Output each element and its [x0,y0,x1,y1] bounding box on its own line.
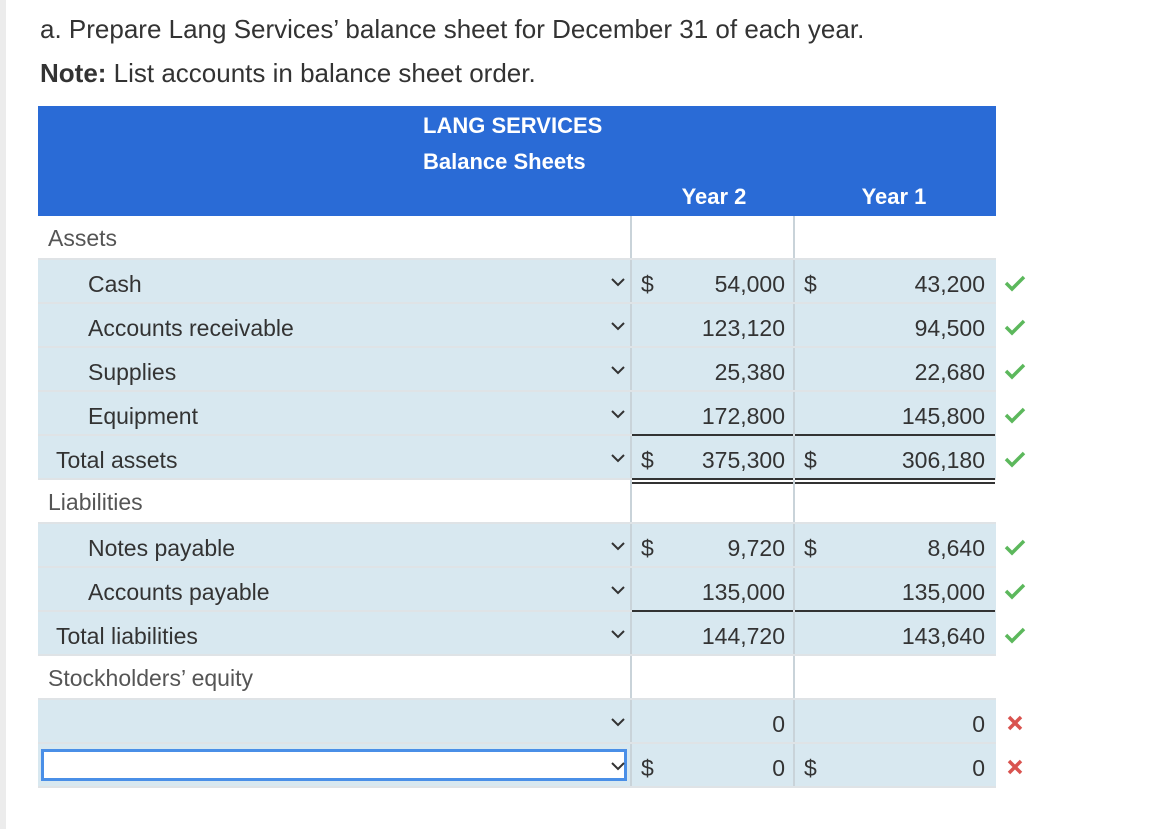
section-label: Liabilities [48,489,143,515]
currency-symbol: $ [641,447,654,473]
table-row-total-assets [38,436,996,480]
question-text: a. Prepare Lang Services’ balance sheet for December 31 of each year. [40,14,865,44]
year2-value[interactable]: 0 [772,755,785,781]
table-row-notes-payable [38,524,996,568]
chevron-down-icon[interactable] [609,713,627,731]
section-assets [38,216,996,260]
currency-symbol: $ [641,271,654,297]
chevron-down-icon[interactable] [609,405,627,423]
chevron-down-icon[interactable] [609,757,627,775]
year1-value[interactable]: 94,500 [914,315,985,341]
currency-symbol: $ [641,755,654,781]
year1-value[interactable]: 306,180 [901,447,985,473]
chevron-down-icon[interactable] [609,625,627,643]
currency-symbol: $ [641,535,654,561]
account-label[interactable]: Notes payable [88,535,236,561]
account-label[interactable]: Total liabilities [56,623,198,649]
chevron-down-icon[interactable] [609,361,627,379]
year1-value[interactable]: 8,640 [927,535,985,561]
column-header-year2: Year 2 [681,184,747,209]
table-row-total-liabilities [38,612,996,656]
account-label[interactable]: Supplies [88,359,177,385]
year1-value[interactable]: 0 [972,711,985,737]
year2-value[interactable]: 144,720 [701,623,785,649]
account-label[interactable]: Accounts receivable [88,315,294,341]
account-label[interactable]: Accounts payable [88,579,270,605]
left-margin-bar [0,0,6,829]
check-icon [1004,626,1026,644]
year2-value[interactable]: 172,800 [701,403,785,429]
chevron-down-icon[interactable] [609,273,627,291]
section-label: Stockholders’ equity [48,665,253,691]
check-icon [1004,318,1026,336]
check-icon [1004,538,1026,556]
table-row-cash [38,260,996,304]
question-note [40,58,536,89]
note-text: List accounts in balance sheet order. [106,58,536,88]
year2-value[interactable]: 0 [772,711,785,737]
section-stockholders-equity [38,656,996,700]
chevron-down-icon[interactable] [609,537,627,555]
year2-value[interactable]: 9,720 [727,535,785,561]
table-row-accounts-payable [38,568,996,612]
account-label[interactable]: Cash [88,271,142,297]
year1-value[interactable]: 145,800 [901,403,985,429]
year1-value[interactable]: 43,200 [914,271,985,297]
column-header-year1: Year 1 [861,184,927,209]
chevron-down-icon[interactable] [609,581,627,599]
year2-value[interactable]: 375,300 [701,447,785,473]
company-name: LANG SERVICES [423,113,603,138]
year1-value[interactable]: 135,000 [901,579,985,605]
table-row-supplies [38,348,996,392]
currency-symbol: $ [804,271,817,297]
year2-value[interactable]: 25,380 [714,359,785,385]
chevron-down-icon[interactable] [609,317,627,335]
account-label[interactable]: Equipment [88,403,198,429]
table-row-equity-1 [38,700,996,744]
statement-title: Balance Sheets [423,149,586,174]
account-select[interactable] [41,749,627,781]
year2-value[interactable]: 54,000 [714,271,785,297]
note-label: Note: [40,58,107,88]
check-icon [1004,406,1026,424]
check-icon [1004,274,1026,292]
section-liabilities [38,480,996,524]
table-row-equipment [38,392,996,436]
double-rule [632,482,793,484]
currency-symbol: $ [804,447,817,473]
chevron-down-icon[interactable] [609,449,627,467]
table-row-equity-2 [38,744,996,788]
year1-value[interactable]: 143,640 [901,623,985,649]
check-icon [1004,582,1026,600]
cross-icon [1004,758,1026,776]
table-row-accounts-receivable [38,304,996,348]
section-label: Assets [48,225,118,251]
year2-value[interactable]: 135,000 [701,579,785,605]
account-label[interactable]: Total assets [56,447,178,473]
currency-symbol: $ [804,535,817,561]
cross-icon [1004,714,1026,732]
year1-value[interactable]: 0 [972,755,985,781]
year2-value[interactable]: 123,120 [701,315,785,341]
check-icon [1004,450,1026,468]
check-icon [1004,362,1026,380]
year1-value[interactable]: 22,680 [914,359,985,385]
double-rule [795,482,995,484]
currency-symbol: $ [804,755,817,781]
